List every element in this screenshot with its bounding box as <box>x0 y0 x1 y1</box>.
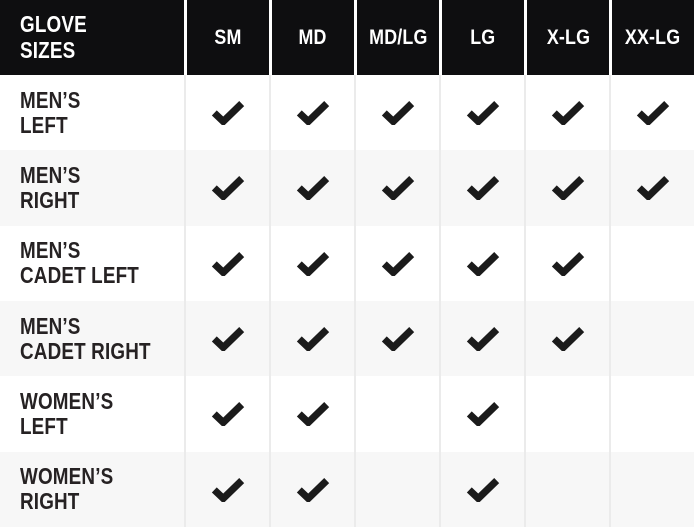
column-header-label: X-LG <box>546 25 590 49</box>
availability-cell <box>524 376 609 451</box>
availability-cell <box>184 376 269 451</box>
row-label <box>0 150 184 225</box>
availability-cell <box>524 226 609 301</box>
row-label-line-1: WOMEN’S <box>20 387 114 414</box>
table-row-mens-cadet-right <box>0 301 694 376</box>
row-label-line-2: LEFT <box>20 111 68 138</box>
table-row-mens-right <box>0 150 694 225</box>
check-icon <box>381 326 415 351</box>
table-title-line-2: SIZES <box>20 36 76 63</box>
availability-cell <box>269 301 354 376</box>
check-icon <box>211 326 245 351</box>
availability-cell <box>439 150 524 225</box>
check-icon <box>466 175 500 200</box>
availability-cell <box>354 301 439 376</box>
check-icon <box>296 326 330 351</box>
row-label-line-2: CADET RIGHT <box>20 337 151 364</box>
table-title-line-1: GLOVE <box>20 11 87 38</box>
column-header-label: MD <box>298 25 328 49</box>
availability-cell <box>269 226 354 301</box>
row-label-line-1: MEN’S <box>20 161 81 188</box>
check-icon <box>466 326 500 351</box>
availability-cell <box>269 150 354 225</box>
column-header-md <box>269 0 354 75</box>
availability-cell <box>269 452 354 527</box>
row-label <box>0 226 184 301</box>
row-label-line-2: CADET LEFT <box>20 262 139 289</box>
column-header-label: LG <box>470 25 496 49</box>
table-row-womens-right <box>0 452 694 527</box>
check-icon <box>296 401 330 426</box>
table-title-cell <box>0 0 184 75</box>
column-header-lg <box>439 0 524 75</box>
check-icon <box>636 100 670 125</box>
column-header-xx-lg <box>609 0 694 75</box>
row-label <box>0 452 184 527</box>
column-header-md-lg <box>354 0 439 75</box>
availability-cell <box>184 75 269 150</box>
check-icon <box>551 175 585 200</box>
check-icon <box>466 251 500 276</box>
row-label-line-1: WOMEN’S <box>20 463 114 490</box>
row-label-line-2: RIGHT <box>20 488 80 515</box>
availability-cell <box>354 150 439 225</box>
column-header-label: MD/LG <box>368 25 428 49</box>
availability-cell <box>439 301 524 376</box>
check-icon <box>211 477 245 502</box>
availability-cell <box>609 376 694 451</box>
check-icon <box>466 401 500 426</box>
availability-cell <box>609 301 694 376</box>
column-header-label: XX-LG <box>625 25 681 49</box>
availability-cell <box>609 75 694 150</box>
availability-cell <box>354 75 439 150</box>
availability-cell <box>354 376 439 451</box>
availability-cell <box>184 226 269 301</box>
availability-cell <box>354 226 439 301</box>
check-icon <box>381 100 415 125</box>
row-label-line-2: LEFT <box>20 412 68 439</box>
availability-cell <box>609 226 694 301</box>
check-icon <box>466 477 500 502</box>
availability-cell <box>609 150 694 225</box>
row-label <box>0 75 184 150</box>
check-icon <box>211 251 245 276</box>
availability-cell <box>439 75 524 150</box>
row-label <box>0 301 184 376</box>
availability-cell <box>269 75 354 150</box>
column-header-label: SM <box>214 25 242 49</box>
table-header-row <box>0 0 694 75</box>
check-icon <box>211 100 245 125</box>
row-label <box>0 376 184 451</box>
check-icon <box>636 175 670 200</box>
check-icon <box>296 477 330 502</box>
table-row-mens-left <box>0 75 694 150</box>
column-header-x-lg <box>524 0 609 75</box>
availability-cell <box>439 452 524 527</box>
check-icon <box>466 100 500 125</box>
availability-cell <box>184 150 269 225</box>
availability-cell <box>524 75 609 150</box>
availability-cell <box>439 376 524 451</box>
check-icon <box>551 100 585 125</box>
availability-cell <box>184 452 269 527</box>
availability-cell <box>609 452 694 527</box>
row-label-line-2: RIGHT <box>20 186 80 213</box>
availability-cell <box>524 301 609 376</box>
column-header-sm <box>184 0 269 75</box>
check-icon <box>381 251 415 276</box>
check-icon <box>211 401 245 426</box>
availability-cell <box>354 452 439 527</box>
check-icon <box>211 175 245 200</box>
check-icon <box>296 100 330 125</box>
check-icon <box>381 175 415 200</box>
row-label-line-1: MEN’S <box>20 312 81 339</box>
availability-cell <box>524 452 609 527</box>
availability-cell <box>524 150 609 225</box>
row-label-line-1: MEN’S <box>20 237 81 264</box>
table-row-mens-cadet-left <box>0 226 694 301</box>
check-icon <box>296 175 330 200</box>
check-icon <box>551 251 585 276</box>
availability-cell <box>184 301 269 376</box>
row-label-line-1: MEN’S <box>20 86 81 113</box>
availability-cell <box>269 376 354 451</box>
check-icon <box>296 251 330 276</box>
table-row-womens-left <box>0 376 694 451</box>
availability-cell <box>439 226 524 301</box>
check-icon <box>551 326 585 351</box>
